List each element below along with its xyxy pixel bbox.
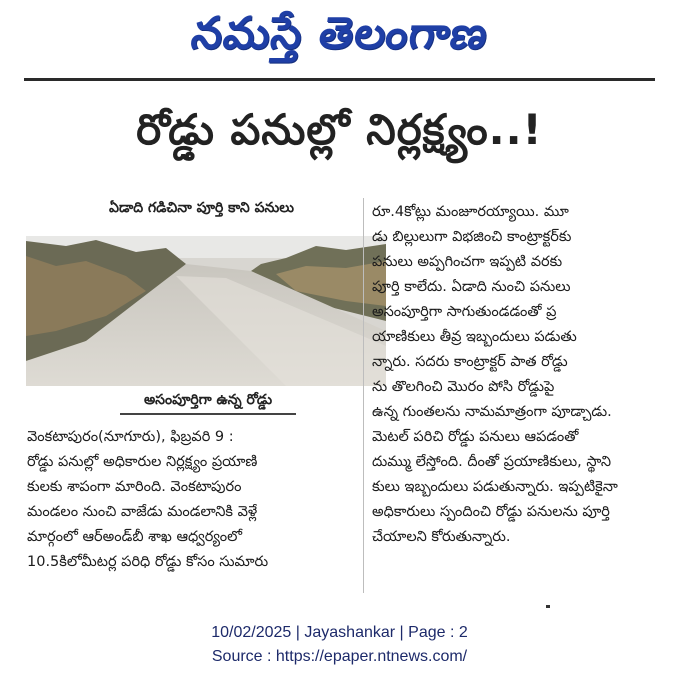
right-column-line: దుమ్ము లేస్తోంది. దీంతో ప్రయాణికులు, స్థాని — [372, 454, 612, 470]
footer-source-line: Source : https://epaper.ntnews.com/ — [211, 648, 468, 665]
right-column-line: న్నారు. సదరు కాంట్రాక్టర్ పాత రోడ్డు — [372, 354, 568, 370]
headline: రోడ్డు పనుల్లో నిర్లక్ష్యం..! — [136, 105, 543, 154]
cutoff-ink — [450, 603, 580, 608]
left-column-line: కులకు శాపంగా మారింది. వెంకటాపురం — [27, 479, 242, 495]
left-column — [27, 425, 359, 575]
left-column-line: వెంకటాపురం(నూగూరు), ఫిబ్రవరి 9 : — [27, 429, 234, 445]
masthead-rule — [24, 78, 655, 81]
right-column-line: డు బిల్లులుగా విభజించి కాంట్రాక్టర్‌కు — [372, 229, 572, 245]
road-photo — [26, 236, 386, 386]
right-column-line: యాణికులు తీవ్ర ఇబ్బందులు పడుతు — [372, 329, 577, 345]
right-column-line: మెటల్ పరిచి రోడ్డు పనులు ఆపడంతో — [372, 429, 579, 445]
column-divider — [363, 198, 364, 593]
right-column-line: పనులు అప్పగించగా ఇప్పటి వరకు — [372, 254, 563, 270]
right-column-line: ఉన్న గుంతలను నామమాత్రంగా పూడ్చాడు. — [372, 404, 612, 420]
masthead — [0, 0, 679, 78]
right-column-line: అధికారులు స్పందించి రోడ్డు పనులను పూర్తి — [372, 504, 610, 520]
left-column-line: 10.5కిలోమీటర్ల పరిధి రోడ్డు కోసం సుమారు — [27, 554, 269, 570]
right-column-line: రూ.4కోట్లు మంజూరయ్యాయి. మూ — [372, 204, 569, 220]
right-column — [372, 200, 660, 550]
road-photo-image — [26, 236, 386, 386]
right-column-line: ను తొలగించి మొరం పోసి రోడ్డుపై — [372, 379, 555, 395]
right-column-line: పూర్తి కాలేదు. ఏడాది నుంచి పనులు — [372, 279, 571, 295]
cutoff-text-fragment — [450, 598, 580, 608]
masthead-title: నమస్తే తెలంగాణ — [188, 8, 492, 59]
right-column-line: చేయాలని కోరుతున్నారు. — [372, 529, 511, 545]
left-column-line: రోడ్డు పనుల్లో అధికారుల నిర్లక్ష్యం ప్రయాణి — [27, 454, 258, 470]
right-column-line: కులు ఇబ్బందులు పడుతున్నారు. ఇప్పటికైనా — [372, 479, 618, 495]
photo-caption-bottom: అసంపూర్తిగా ఉన్న రోడ్డు — [120, 392, 296, 415]
right-column-line: అసంపూర్తిగా సాగుతుండడంతో ప్ర — [372, 304, 557, 320]
left-column-line: మార్గంలో ఆర్‌అండ్‌బీ శాఖ ఆధ్వర్యంలో — [27, 529, 242, 545]
left-column-line: మండలం నుంచి వాజేడు మండలానికి వెళ్లే — [27, 504, 258, 520]
footer — [0, 618, 679, 686]
footer-edition-line: 10/02/2025 | Jayashankar | Page : 2 — [211, 624, 468, 641]
photo-caption-top: ఏడాది గడిచినా పూర్తి కాని పనులు — [109, 200, 294, 216]
